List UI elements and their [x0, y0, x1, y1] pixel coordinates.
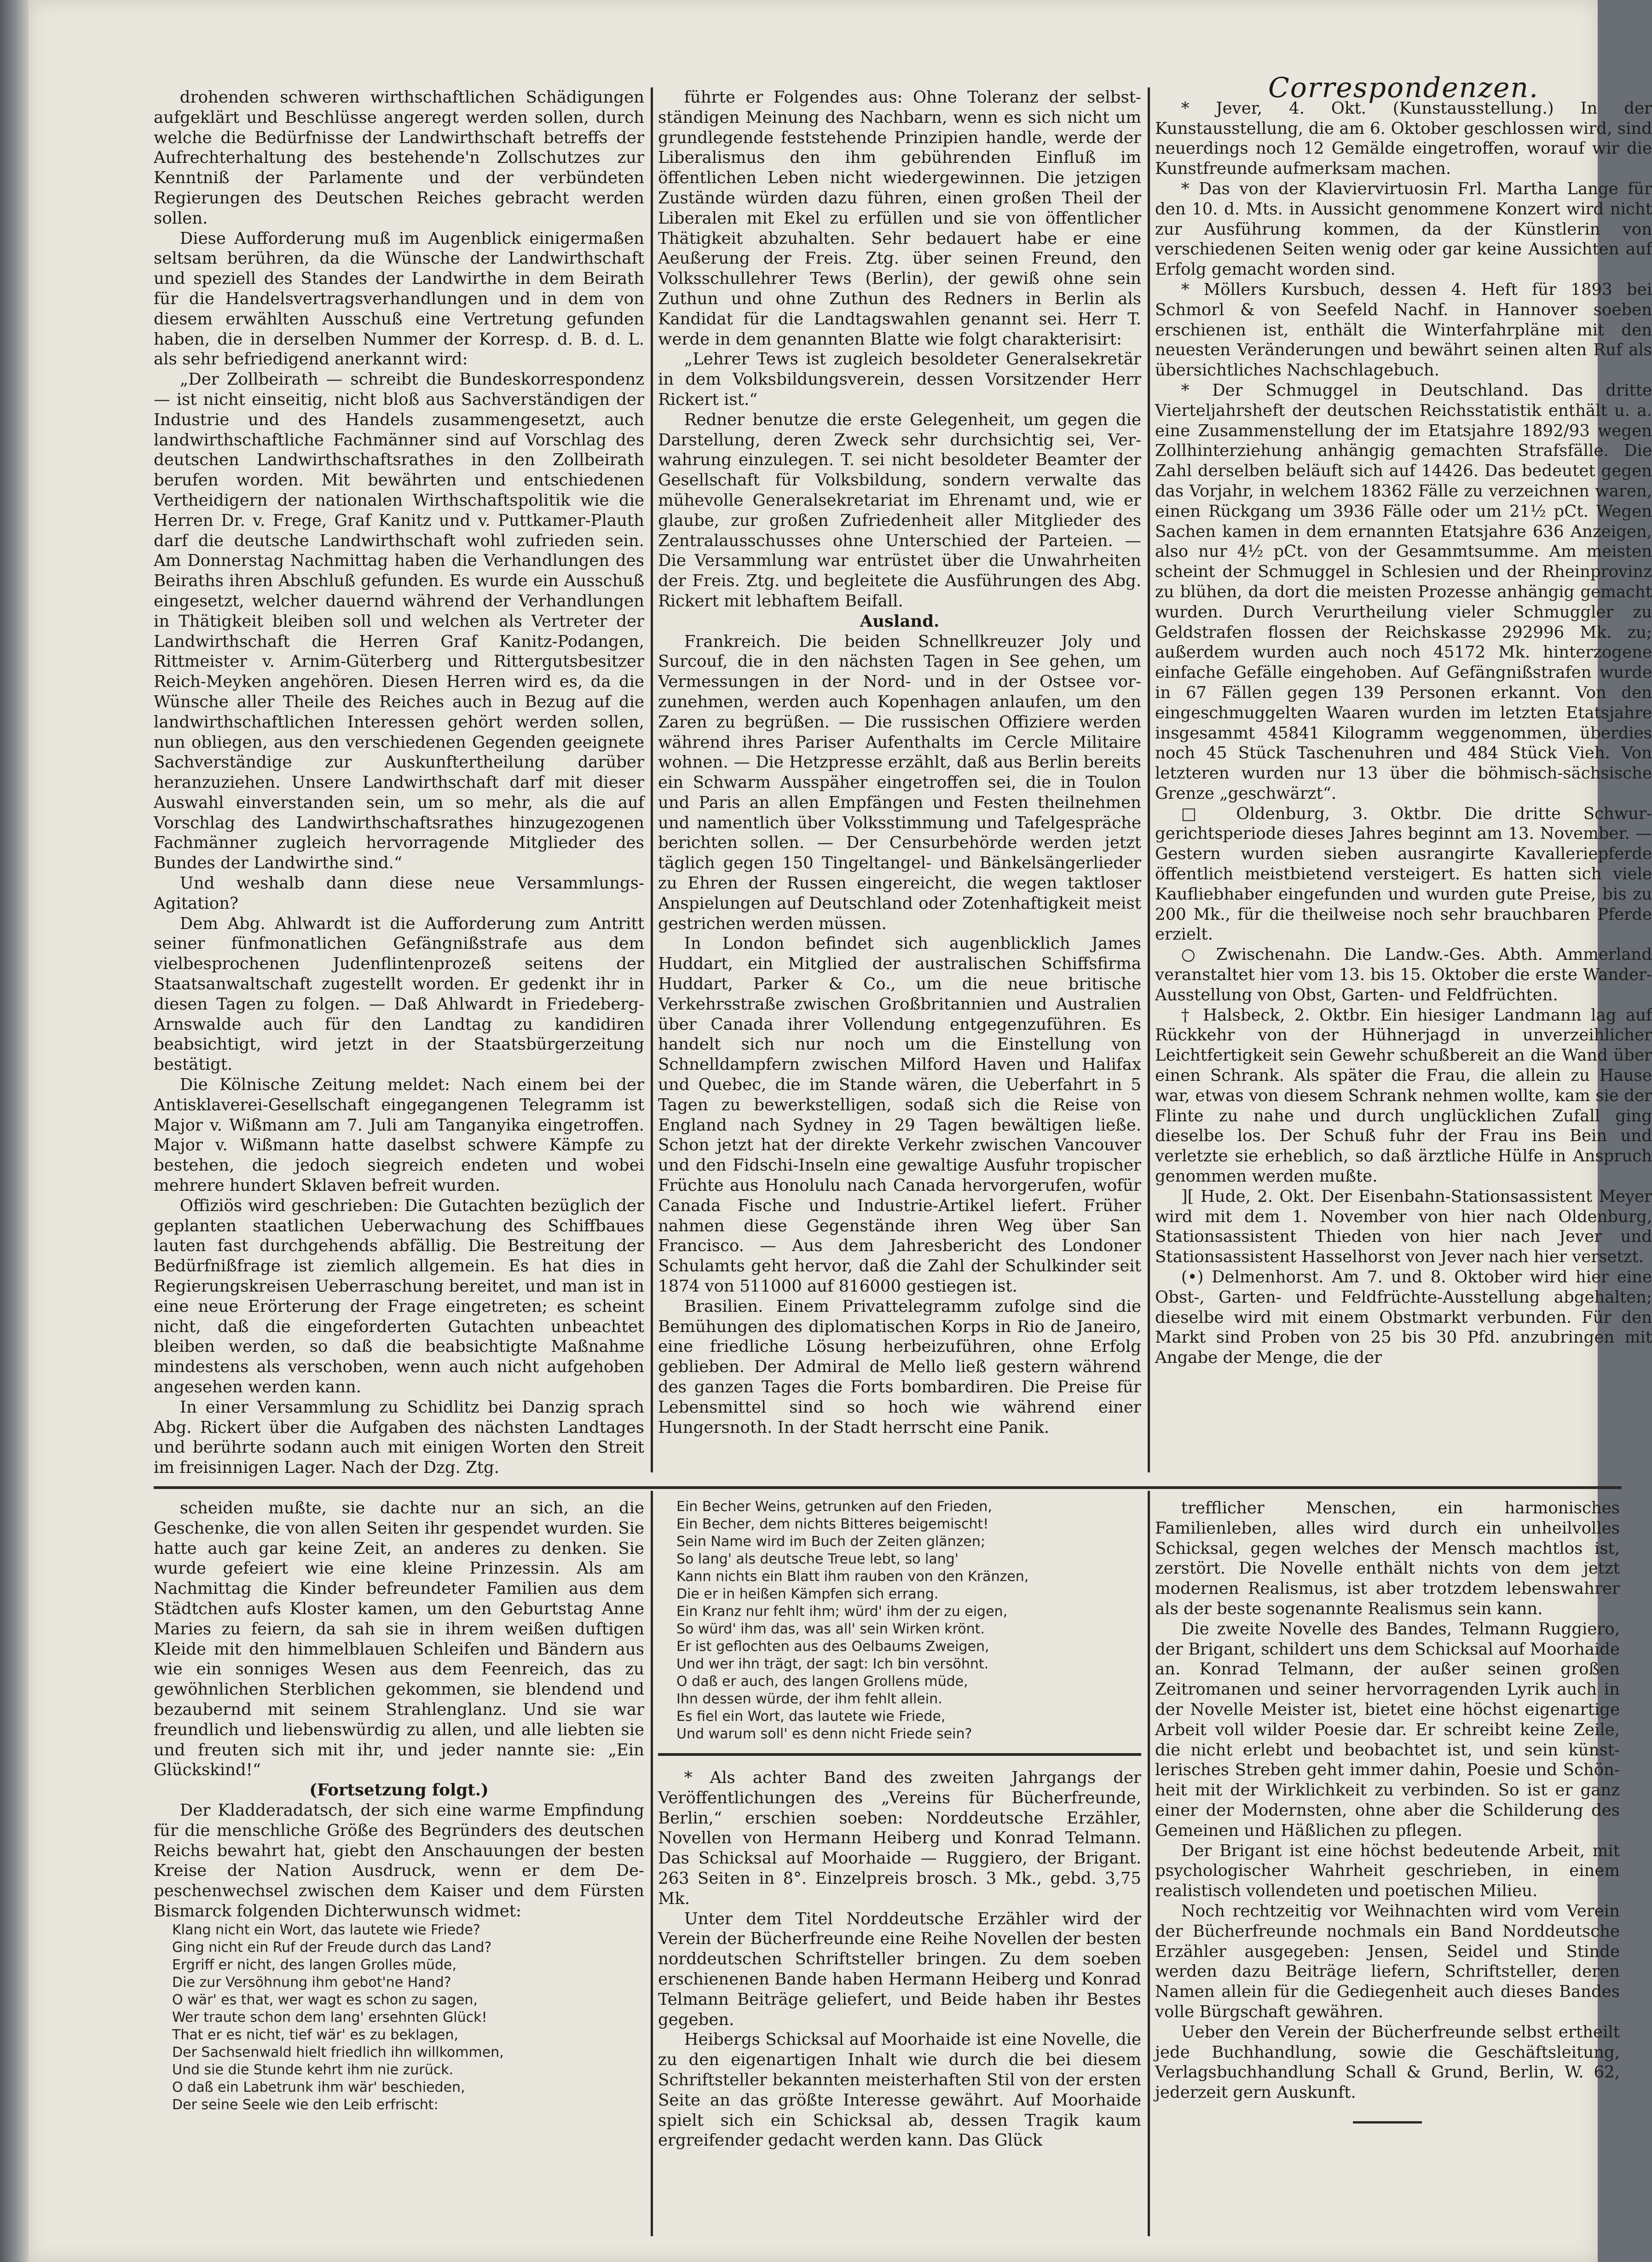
paragraph: Die Kölnische Zeitung meldet: Nach einem bei der Antisklaverei-Gesellschaft eingegangenen Telegramm ist Major v. Wißmann am 7. Juli am Tanganyika eingetroffen. Major v. Wißmann hatte daselbst schwere Kämpfe zu bestehen, die jedoch siegreich endeten und wobei mehrere hundert Sklaven befreit wurden. — [154, 1075, 644, 1195]
column-divider-1 — [651, 87, 653, 1472]
paragraph: drohenden schweren wirthschaftlichen Schädigungen aufgeklärt und Beschlüsse angeregt werden sollen, durch welche die Bedürfnisse der Landwirthschaft betreffs der Aufrechterhaltung des bestehende'n Zollschutzes zur Kenntniß der Parlamente und der verbündeten Regierungen des Deutschen Reiches gebracht werden sollen. — [154, 88, 644, 228]
poem-line: Wer traute schon dem lang' ersehnten Glück! — [172, 2009, 487, 2025]
poem-line: Kann nichts ein Blatt ihm rauben von den Kränzen, — [676, 1569, 1029, 1585]
column-2 — [658, 87, 1141, 1477]
feuilleton-column-3 — [1155, 1498, 1620, 2244]
paragraph: Offiziös wird geschrieben: Die Gutachten bezüglich der geplanten staatlichen Ueberwachung des Schiffbaues lauten fast durchgehends abfällig. Die Bestreitung der Bedürfnißfrage ist ziemlich allgemein. Es hat dies in Regierungskreisen Ueberraschung bereitet, und man ist in eine neue Erörterung der Frage eingetreten; es scheint nicht, daß die eingeforderten Gutachten unbeachtet bleiben werden, so daß die beabsichtigte Maßnahme mindestens als verschoben, wenn auch nicht aufgehoben angesehen werden kann. — [154, 1196, 644, 1396]
poem-line: Sein Name wird im Buch der Zeiten glänzen; — [676, 1534, 986, 1550]
paragraph: Ausland. — [860, 612, 940, 631]
paragraph: * Jever, 4. Okt. (Kunstausstellung.) In der Kunstausstellung, die am 6. Oktober geschlossen wird, sind neuerdings noch 12 Gemälde eingetroffen, worauf wir die Kunstfreunde aufmerksam machen. — [1155, 98, 1652, 179]
feuilleton-rule — [154, 1486, 1622, 1489]
poem-line: That er es nicht, tief wär' es zu beklagen, — [172, 2026, 458, 2043]
column-divider-2 — [1148, 87, 1150, 1472]
poem-line: O daß ein Labetrunk ihm wär' beschieden, — [172, 2079, 465, 2095]
poem-line: So würd' ihm das, was all' sein Wirken krönt. — [676, 1621, 985, 1637]
paragraph: Der Brigant ist eine höchst bedeutende Arbeit, mit psychologischer Wahrheit geschrieben, in einem realistisch vollendeten und poetischen Milieu. — [1155, 1841, 1620, 1901]
poem-line: Ging nicht ein Ruf der Freude durch das Land? — [172, 1939, 492, 1956]
poem-line: Ein Becher, dem nichts Bitteres beigemischt! — [676, 1516, 989, 1532]
poem-line: O wär' es that, wer wagt es schon zu sagen, — [172, 1991, 478, 2008]
poem-kladderadatsch — [154, 1922, 644, 2114]
paragraph: scheiden mußte, sie dachte nur an sich, an die Geschenke, die von allen Seiten ihr gespendet wurden. Sie hatte auch gar keine Zeit, an anderes zu denken. Sie wurde gefeiert wie eine kleine Prinzessin. Als am Nachmittag die Kinder befreundeter Familien aus dem Städtchen aufs Kloster kamen, um den Geburtstag Anne Maries zu feiern, da sah sie in ihrem weißen duftigen Kleide mit den himmelblauen Schleifen und Bändern aus wie ein sonniges Wesen aus dem Feenreich, das zu gewöhnlichen Sterblichen gekommen, sie blendend und bezaubernd mit seinem Strahlenglanz. Und sie war freundlich und liebenswürdig zu allen, und alle liebten sie und freuten sich mit ihr, und jeder nannte sie: „Ein Glückskind!“ — [154, 1499, 644, 1780]
feuilleton-column-1-body — [154, 1498, 644, 1922]
poem-line: Ein Kranz nur fehlt ihm; würd' ihm der zu eigen, — [676, 1604, 1008, 1620]
column-3-body — [1155, 98, 1652, 1368]
book-binding-edge — [0, 0, 29, 2262]
paragraph: Die zweite Novelle des Bandes, Telmann Ruggiero, der Brigant, schildert uns dem Schicksal auf Moorhaide an. Konrad Telmann, der außer seinen großen Zeitromanen und seiner hervorragenden Lyrik auch in der Novelle Meister ist, bietet eine höchst eigenartige Arbeit voll wilder Poesie dar. Er schreibt keine Zeile, die nicht erlebt und beobachtet ist, und sein künstlerisches Streben geht immer dahin, Poesie und Schönheit mit der Wirklichkeit zu verbinden. So ist er ganz einer der Modernsten, ohne aber die Schilderung des Gemeinen und Häßlichen zu pflegen. — [1155, 1619, 1620, 1840]
paragraph: Frankreich. Die beiden Schnellkreuzer Joly und Surcouf, die in den nächsten Tagen in See gehen, um Vermessungen in der Nord- und in der Ostsee vorzunehmen, werden auch Kopenhagen anlaufen, um den Zaren zu begrüßen. — Die russischen Offiziere werden während ihres Pariser Aufenthalts im Cercle Militaire wohnen. — Die Hetzpresse erzählt, daß aus Berlin bereits ein Schwarm Ausspäher eingetroffen sei, die in Toulon und Paris an allen Empfängen und Festen theilnehmen und namentlich über Volksstimmung und Tafelgespräche berichten sollen. — Der Censurbehörde werden jetzt täglich gegen 150 Tingeltangel- und Bänkelsängerlieder zu Ehren der Russen eingereicht, die wegen taktloser Anspielungen auf Deutschland oder Zotenhaftigkeit meist gestrichen werden müssen. — [658, 632, 1141, 933]
paragraph: * Das von der Klaviervirtuosin Frl. Martha Lange für den 10. d. Mts. in Aussicht genommene Konzert wird nicht zur Ausführung kommen, da der Künstlerin von verschiedenen Seiten wenig oder gar keine Aussichten auf Erfolg gemacht worden sind. — [1155, 179, 1652, 279]
poem-line: Und warum soll' es denn nicht Friede sein? — [676, 1726, 972, 1742]
paragraph: Noch rechtzeitig vor Weihnachten wird vom Verein der Bücherfreunde nochmals ein Band Norddeutsche Erzähler ausgegeben: Jensen, Seidel und Stinde werden dazu Beiträge liefern, Schriftsteller, deren Namen allein für die Gediegenheit auch dieses Bandes volle Bürgschaft gewähren. — [1155, 1901, 1620, 2021]
newspaper-page — [29, 0, 1652, 2262]
paragraph: Dem Abg. Ahlwardt ist die Aufforderung zum Antritt seiner fünfmonatlichen Gefängnißstrafe aus dem vielbesprochenen Judenflintenprozeß seitens der Staatsanwaltschaft zugestellt worden. Er gedenkt ihr in diesen Tagen zu folgen. — Daß Ahlwardt in Friedeberg-Arnswalde auch für den Landtag zu kandidiren beabsichtigt, wird jetzt in der Staatsbürgerzeitung bestätigt. — [154, 914, 644, 1074]
end-rule — [1353, 2121, 1422, 2124]
paragraph: Und weshalb dann diese neue Versammlungs-Agitation? — [154, 874, 644, 913]
paragraph: ○ Zwischenahn. Die Landw.-Ges. Abth. Ammerland veranstaltet hier vom 13. bis 15. Oktober die erste Wander-Ausstellung von Obst, Garten- und Feldfrüchten. — [1155, 945, 1652, 1004]
column-1 — [154, 87, 644, 1477]
paragraph: ][ Hude, 2. Okt. Der Eisenbahn-Stationsassistent Meyer wird mit dem 1. November von hier nach Oldenburg, Stationsassistent Thieden von hier nach Jever und Stationsassistent Hasselhorst von Jever nach hier versetzt. — [1155, 1187, 1652, 1267]
poem-line: Ihn dessen würde, der ihm fehlt allein. — [676, 1691, 942, 1707]
paragraph: Unter dem Titel Norddeutsche Erzähler wird der Verein der Bücherfreunde eine Reihe Novellen der besten norddeutschen Schriftsteller bringen. Zu dem soeben erschienenen Bande haben Hermann Heiberg und Konrad Telmann Beiträge geliefert, und Beide haben ihr Bestes gegeben. — [658, 1909, 1141, 2029]
feuilleton-column-1 — [154, 1498, 644, 2244]
feuilleton-divider-1 — [651, 1491, 653, 2236]
feuilleton-column-2-body — [658, 1768, 1141, 2151]
poem-line: O daß er auch, des langen Grollens müde, — [676, 1673, 968, 1690]
poem-line: Der seine Seele wie den Leib erfrischt: — [172, 2096, 439, 2113]
paragraph: „Der Zollbeirath — schreibt die Bundeskorrespondenz — ist nicht einseitig, nicht bloß aus Sachverständigen der Industrie und des Handels zusammengesetzt, auch landwirthschaftliche Fachmänner sind auf Vorschlag des deutschen Landwirthschaftsrathes in den Zollbeirath berufen worden. Mit bewährten und entschiedenen Vertheidigern der nationalen Wirthschaftspolitik wie die Herren Dr. v. Frege, Graf Kanitz und v. Puttkamer-Plauth darf die deutsche Landwirthschaft wohl zufrieden sein. Am Donnerstag Nachmittag haben die Verhandlungen des Beiraths ihren Abschluß gefunden. Es wurde ein Ausschuß eingesetzt, welcher dauernd während der Verhandlungen in Thätigkeit bleiben soll und welchen als Vertreter der Landwirthschaft die Herren Graf Kanitz-Podangen, Rittmeister v. Arnim-Güterberg und Rittergutsbesitzer Reich-Meyken angehören. Diesen Herren wird es, da die Wünsche aller Theile des Reiches auch in Bezug auf die landwirthschaftlichen Interessen gehört werden sollen, nun obliegen, aus den verschiedenen Gegenden geeignete Sachverständige zur Auskunftertheilung darüber heranzuziehen. Unsere Landwirthschaft darf mit dieser Auswahl einverstanden sein, um so mehr, als die auf Vorschlag des Landwirthschaftsrathes hinzugezogenen Fachmänner zugleich hervorragende Mitglieder des Bundes der Landwirthe sind.“ — [154, 370, 644, 873]
paragraph: Redner benutze die erste Gelegenheit, um gegen die Darstellung, deren Zweck sehr durchsichtig sei, Verwahrung einzulegen. T. sei nicht besoldeter Beamter der Gesellschaft für Volksbildung, sondern verwalte das mühevolle Generalsekretariat im Ehrenamt und, wie er glaube, zur großen Zufriedenheit aller Mitglieder des Zentralausschusses ohne Unterschied der Parteien. — Die Versammlung war entrüstet über die Unwahrheiten der Freis. Ztg. und begleitete die Ausführungen des Abg. Rickert mit lebhaftem Beifall. — [658, 410, 1141, 611]
paragraph: * Der Schmuggel in Deutschland. Das dritte Vierteljahrsheft der deutschen Reichsstatistik enthält u. a. eine Zusammenstellung der im Etatsjahre 1892/93 wegen Zollhinterziehung anhängig gemachten Strafsfälle. Die Zahl derselben beläuft sich auf 14426. Das bedeutet gegen das Vorjahr, in welchem 18362 Fälle zu verzeichnen waren, einen Rückgang um 3936 Fälle oder um 21½ pCt. Wegen Sachen kamen in dem ernannten Etatsjahre 636 Anzeigen, also nur 4½ pCt. von der Gesammtsumme. Am meisten scheint der Schmuggel in Schlesien und der Rheinprovinz zu blühen, da dort die meisten Prozesse anhängig gemacht wurden. Durch Verurtheilung vieler Schmuggler zu Geldstrafen flossen der Reichskasse 292996 Mk. zu; außerdem wurden auch noch 45172 Mk. hinterzogene einfache Gefälle eingehoben. Auf Gefängnißstrafen wurde in 67 Fällen gegen 139 Personen erkannt. Von den eingeschmuggelten Waaren wurden im letzten Etatsjahre insgesammt 45841 Kilogramm weggenommen, überdies noch 45 Stück Taschenuhren und 484 Stück Vieh. Von letzteren wurden nur 13 über die böhmisch-sächsische Grenze „geschwärzt“. — [1155, 381, 1652, 803]
paragraph: Ueber den Verein der Bücherfreunde selbst ertheilt jede Buchhandlung, sowie die Geschäftsleitung, Verlagsbuchhandlung Schall & Grund, Berlin, W. 62, jederzeit gern Auskunft. — [1155, 2022, 1620, 2102]
poem-line: Die zur Versöhnung ihm gebot'ne Hand? — [172, 1974, 451, 1991]
poem-line: So lang' als deutsche Treue lebt, so lang' — [676, 1551, 959, 1567]
poem-rule — [658, 1753, 1141, 1756]
paragraph: Diese Aufforderung muß im Augenblick einigermaßen seltsam berühren, da die Wünsche der Landwirthschaft und speziell des Standes der Landwirthe in dem Beirath für die Handelsvertragsverhandlungen und in dem von diesem erwählten Ausschuß eine Vertretung gefunden haben, die in derselben Nummer der Korresp. d. B. d. L. als sehr befriedigend anerkannt wird: — [154, 229, 644, 369]
column-3 — [1155, 72, 1652, 1477]
paragraph: □ Oldenburg, 3. Oktbr. Die dritte Schwurgerichtsperiode dieses Jahres beginnt am 13. November. — Gestern wurden sieben ausrangirte Kavalleriepferde öffentlich meistbietend versteigert. Es hatten sich viele Kaufliebhaber eingefunden und wurden gute Preise, bis zu 200 Mk., für die theilweise noch sehr brauchbaren Pferde erzielt. — [1155, 804, 1652, 944]
paragraph: (Fortsetzung folgt.) — [309, 1781, 489, 1800]
paragraph: In London befindet sich augenblicklich James Huddart, ein Mitglied der australischen Schiffsfirma Huddart, Parker & Co., um die neue britische Verkehrsstraße zwischen Großbritannien und Australien über Canada ihrer Vollendung entgegenzuführen. Es handelt sich nur noch um die Einstellung von Schnelldampfern zwischen Milford Haven und Halifax und Quebec, die im Stande wären, die Ueberfahrt in 5 Tagen zu bewerkstelligen, sodaß sich die Reise von England nach Sydney in 29 Tagen bewältigen ließe. Schon jetzt hat der direkte Verkehr zwischen Vancouver und den Fidschi-Inseln eine gewaltige Ausfuhr tropischer Früchte aus Honolulu nach Canada hervorgerufen, wofür Canada Fische und Industrie-Artikel liefert. Früher nahmen diese Gegenstände ihren Weg über San Francisco. — Aus dem Jahresbericht des Londoner Schulamts geht hervor, daß die Zahl der Schulkinder seit 1874 von 511000 auf 816000 gestiegen ist. — [658, 934, 1141, 1296]
poem-continued — [658, 1498, 1141, 1743]
section-heading-correspondenzen: Correspondenzen. — [1268, 72, 1539, 104]
paragraph: Brasilien. Einem Privattelegramm zufolge sind die Bemühungen des diplomatischen Korps in Rio de Janeiro, eine friedliche Lösung herbeizuführen, ohne Erfolg geblieben. Der Admiral de Mello ließ gestern während des ganzen Tages die Forts bombardiren. Die Preise für Lebensmittel sind so hoch wie während einer Hungersnoth. In der Stadt herrscht eine Panik. — [658, 1297, 1141, 1437]
paragraph: (•) Delmenhorst. Am 7. und 8. Oktober wird hier eine Obst-, Garten- und Feldfrüchte-Ausstellung abgehalten; dieselbe wird mit einem Obstmarkt verbunden. Für den Markt sind Proben von 25 bis 30 Pfd. anzubringen mit Angabe der Menge, die der — [1155, 1268, 1652, 1368]
feuilleton-divider-2 — [1148, 1491, 1150, 2236]
poem-line: Und sie die Stunde kehrt ihm nie zurück. — [172, 2061, 454, 2078]
paragraph: † Halsbeck, 2. Oktbr. Ein hiesiger Landmann lag auf Rückkehr von der Hühnerjagd in unverzeihlicher Leichtfertigkeit sein Gewehr schußbereit an die Wand über einen Schrank. Als später die Frau, die allein zu Hause war, etwas von diesem Schrank nehmen wollte, kam sie der Flinte zu nahe und durch unglücklichen Zufall ging dieselbe los. Der Schuß fuhr der Frau ins Bein und verletzte sie erheblich, so daß ärztliche Hülfe in Anspruch genommen werden mußte. — [1155, 1005, 1652, 1186]
poem-line: Die er in heißen Kämpfen sich errang. — [676, 1586, 939, 1602]
paragraph: Der Kladderadatsch, der sich eine warme Empfindung für die menschliche Größe des Begründers des deutschen Reichs bewahrt hat, giebt den Anschauungen der besten Kreise der Nation Ausdruck, wenn er dem Depeschenwechsel zwischen dem Kaiser und dem Fürsten Bismarck folgenden Dichterwunsch widmet: — [154, 1800, 644, 1921]
feuilleton-column-3-body — [1155, 1498, 1620, 2103]
poem-line: Und wer ihn trägt, der sagt: Ich bin versöhnt. — [676, 1656, 989, 1672]
poem-line: Ergriff er nicht, des langen Grolles müde, — [172, 1956, 456, 1973]
paragraph: Heibergs Schicksal auf Moorhaide ist eine Novelle, die zu den eigenartigen Inhalt wie durch die bei diesem Schriftsteller bekannten meisterhaften Stil von der ersten Seite an das größte Interesse gewährt. Auf Moorhaide spielt sich ein Schicksal ab, dessen Tragik kaum ergreifender gedacht werden kann. Das Glück — [658, 2030, 1141, 2150]
poem-line: Ein Becher Weins, getrunken auf den Frieden, — [676, 1499, 992, 1515]
paragraph: In einer Versammlung zu Schidlitz bei Danzig sprach Abg. Rickert über die Aufgaben des nächsten Landtages und berührte sodann auch mit einigen Worten den Streit im freisinnigen Lager. Nach der Dzg. Ztg. — [154, 1397, 644, 1477]
paragraph: * Als achter Band des zweiten Jahrgangs der Veröffentlichungen des „Vereins für Bücherfreunde, Berlin,“ erschien soeben: Norddeutsche Erzähler, Novellen von Hermann Heiberg und Konrad Telmann. Das Schicksal auf Moorhaide — Ruggiero, der Brigant. 263 Seiten in 8°. Einzelpreis brosch. 3 Mk., gebd. 3,75 Mk. — [658, 1768, 1141, 1908]
paragraph: führte er Folgendes aus: Ohne Toleranz der selbstständigen Meinung des Nachbarn, wenn es sich nicht um grundlegende feststehende Prinzipien handle, werde der Liberalismus den ihm gebührenden Einfluß im öffentlichen Leben nicht wiedergewinnen. Die jetzigen Zustände würden dazu führen, einen großen Theil der Liberalen mit Ekel zu erfüllen und sie von öffentlicher Thätigkeit abzuhalten. Sehr bedauert habe er eine Aeußerung der Freis. Ztg. über seinen Freund, den Volksschullehrer Tews (Berlin), der gewiß ohne sein Zuthun und ohne Zuthun des Redners in Berlin als Kandidat für die Landtagswahlen genannt sei. Herr T. werde in dem genannten Blatte wie folgt charakterisirt: — [658, 88, 1141, 349]
poem-line: Er ist geflochten aus des Oelbaums Zweigen, — [676, 1639, 989, 1655]
poem-line: Es fiel ein Wort, das lautete wie Friede, — [676, 1708, 946, 1725]
poem-line: Der Sachsenwald hielt friedlich ihn willkommen, — [172, 2044, 504, 2060]
paragraph: * Möllers Kursbuch, dessen 4. Heft für 1893 bei Schmorl & von Seefeld Nachf. in Hannover soeben erschienen ist, enthält die Winterfahrpläne mit den neuesten Veränderungen und bewährt seinen alten Ruf als übersichtliches Nachschlagebuch. — [1155, 280, 1652, 380]
paragraph: trefflicher Menschen, ein harmonisches Familienleben, alles wird durch ein unheilvolles Schicksal, gegen welches der Mensch machtlos ist, zerstört. Die Novelle enthält nichts von dem jetzt modernen Realismus, ist aber trotzdem lebenswahrer als der beste sogenannte Realismus sein kann. — [1155, 1499, 1620, 1618]
poem-line: Klang nicht ein Wort, das lautete wie Friede? — [172, 1922, 480, 1938]
feuilleton-column-2 — [658, 1498, 1141, 2244]
paragraph: „Lehrer Tews ist zugleich besoldeter Generalsekretär in dem Volksbildungsverein, dessen Vorsitzender Herr Rickert ist.“ — [658, 350, 1141, 409]
